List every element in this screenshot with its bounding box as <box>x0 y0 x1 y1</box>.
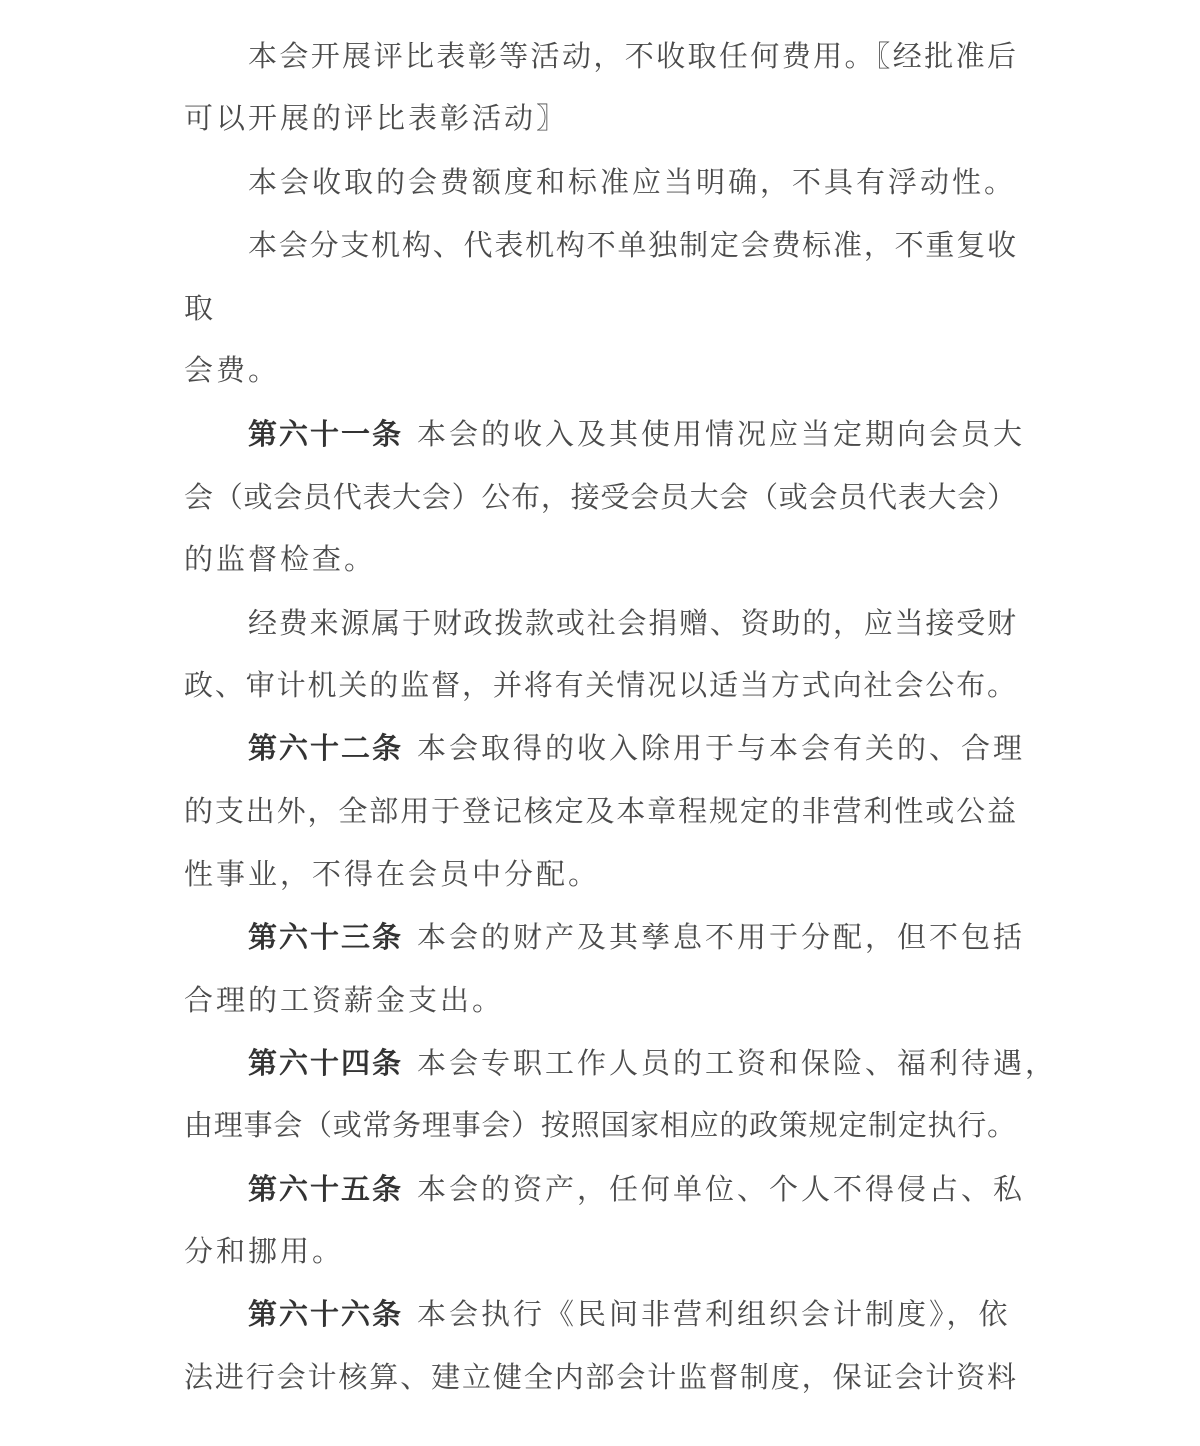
article-heading: 第六十二条 <box>248 731 404 765</box>
text-line: 本会收取的会费额度和标准应当明确，不具有浮动性。 <box>248 165 1017 199</box>
text-segment: 本会的财产及其孳息不用于分配，但不包括 <box>417 920 1026 954</box>
text-line: 性事业，不得在会员中分配。 <box>184 857 601 891</box>
article-heading: 第六十五条 <box>248 1172 404 1206</box>
text-line: 分和挪用。 <box>184 1234 345 1268</box>
text-segment: 本会执行《民间非营利组织会计制度》，依 <box>417 1297 1011 1331</box>
article-heading: 第六十三条 <box>248 920 404 954</box>
text-line: 的监督检查。 <box>184 542 377 576</box>
text-segment: 本会取得的收入除用于与本会有关的、合理 <box>417 731 1026 765</box>
text-line: 政、审计机关的监督，并将有关情况以适当方式向社会公布。 <box>184 668 1016 702</box>
article-heading: 第六十六条 <box>248 1297 404 1331</box>
article-64-first-line <box>248 1043 1057 1083</box>
text-line: 可以开展的评比表彰活动〗 <box>184 101 569 135</box>
text-line: 由理事会（或常务理事会）按照国家相应的政策规定制定执行。 <box>184 1108 1016 1142</box>
text-line: 本会分支机构、代表机构不单独制定会费标准，不重复收 <box>248 228 1016 262</box>
article-63-first-line <box>248 917 1025 957</box>
article-heading: 第六十四条 <box>248 1046 404 1080</box>
text-line: 法进行会计核算、建立健全内部会计监督制度，保证会计资料 <box>184 1360 1016 1394</box>
text-segment: 本会的收入及其使用情况应当定期向会员大 <box>417 417 1026 451</box>
text-line: 的支出外，全部用于登记核定及本章程规定的非营利性或公益 <box>184 794 1016 828</box>
article-62-first-line <box>248 728 1025 768</box>
article-heading: 第六十一条 <box>248 417 404 451</box>
article-65-first-line <box>248 1169 1025 1209</box>
text-line: 会费。 <box>184 353 281 387</box>
article-61-first-line <box>248 414 1025 454</box>
text-line: 经费来源属于财政拨款或社会捐赠、资助的，应当接受财 <box>248 606 1016 640</box>
text-segment: 本会专职工作人员的工资和保险、福利待遇， <box>417 1046 1058 1080</box>
article-66-first-line <box>248 1294 1011 1334</box>
text-line: 合理的工资薪金支出。 <box>184 983 505 1017</box>
text-line: 取 <box>184 291 217 325</box>
text-segment: 本会的资产，任何单位、个人不得侵占、私 <box>417 1172 1026 1206</box>
text-line: 本会开展评比表彰等活动，不收取任何费用。〖经批准后 <box>248 39 1016 73</box>
text-line: 会（或会员代表大会）公布，接受会员大会（或会员代表大会） <box>184 480 1016 514</box>
